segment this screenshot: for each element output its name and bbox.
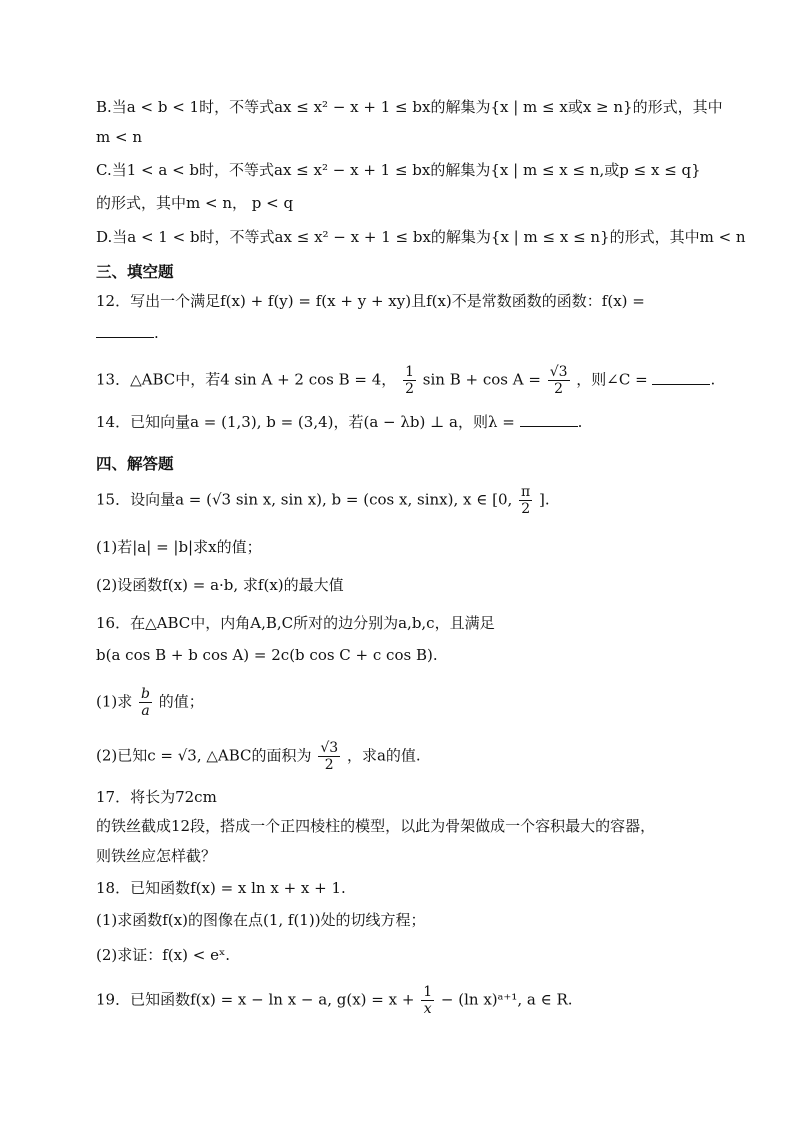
question-17-line1: 17．将长为72cm — [96, 788, 217, 806]
question-19: 19．已知函数f(x) = x − ln x − a, g(x) = x + $\frac{1}{x}$ − (ln x)ᵃ⁺¹, a ∈ R. — [96, 984, 573, 1017]
option-c-line1: C.当1 < a < b时，不等式ax ≤ x² − x + 1 ≤ bx的解集为{x | m ≤ x ≤ n,或p ≤ x ≤ q} — [96, 161, 701, 179]
question-16-part2: (2)已知c = √3, △ABC的面积为 $\frac{√3}{2}$ ，求a的值. — [96, 740, 421, 773]
section-heading-answer: 四、解答题 — [96, 455, 174, 473]
question-15: 15．设向量a = (√3 sin x, sin x), b = (cos x, sinx), x ∈ [0, $\frac{\pi}{2}$ ]. — [96, 484, 550, 517]
answer-blank-14[interactable] — [520, 412, 578, 427]
fraction-b-over-a: $\frac{b}{a}$ — [141, 686, 150, 719]
option-d-line: D.当a < 1 < b时，不等式ax ≤ x² − x + 1 ≤ bx的解集为{x | m ≤ x ≤ n}的形式，其中m < n — [96, 228, 746, 246]
question-15-part2: (2)设函数f(x) = a·b, 求f(x)的最大值 — [96, 576, 344, 594]
option-b-line2: m < n — [96, 128, 142, 146]
answer-blank-13[interactable] — [652, 370, 710, 385]
fraction-one-over-x: $\frac{1}{x}$ — [423, 984, 433, 1017]
question-15-part1: (1)若|a| = |b|求x的值； — [96, 538, 262, 556]
fraction-pi-over-2: $\frac{\pi}{2}$ — [521, 484, 531, 517]
question-16-line1: 16．在△ABC中，内角A,B,C所对的边分别为a,b,c，且满足 — [96, 614, 495, 632]
fraction-one-half: $\frac{1}{2}$ — [405, 364, 414, 397]
question-18: 18．已知函数f(x) = x ln x + x + 1. — [96, 879, 346, 897]
question-17-line2: 的铁丝截成12段，搭成一个正四棱柱的模型，以此为骨架做成一个容积最大的容器， — [96, 817, 656, 835]
question-14: 14．已知向量a = (1,3), b = (3,4)，若(a − λb) ⊥ a，则λ = . — [96, 413, 583, 431]
question-17-line3: 则铁丝应怎样截？ — [96, 847, 217, 865]
fraction-root3-over-2: $\frac{√3}{2}$ — [549, 364, 568, 397]
section-heading-fill-in: 三、填空题 — [96, 263, 174, 281]
question-12-line1: 12．写出一个满足f(x) + f(y) = f(x + y + xy)且f(x)不是常数函数的函数：f(x) = — [96, 292, 645, 310]
fraction-area-root3-over-2: $\frac{√3}{2}$ — [320, 740, 339, 773]
question-16-part1: (1)求 $\frac{b}{a}$ 的值； — [96, 686, 204, 719]
option-b-line1: B.当a < b < 1时，不等式ax ≤ x² − x + 1 ≤ bx的解集为{x | m ≤ x或x ≥ n}的形式，其中 — [96, 98, 723, 116]
question-16-line2: b(a cos B + b cos A) = 2c(b cos C + c cos B). — [96, 646, 438, 664]
question-18-part2: (2)求证：f(x) < eˣ. — [96, 946, 231, 964]
question-18-part1: (1)求函数f(x)的图像在点(1, f(1))处的切线方程； — [96, 911, 426, 929]
option-c-line2: 的形式，其中m < n， p < q — [96, 194, 294, 212]
question-13: 13．△ABC中，若4 sin A + 2 cos B = 4， $\frac{1}{2}$ sin B + cos A = $\frac{√3}{2}$ ，则∠C = . — [96, 364, 716, 397]
question-12-line2: . — [96, 323, 159, 343]
answer-blank-12[interactable] — [96, 323, 154, 338]
